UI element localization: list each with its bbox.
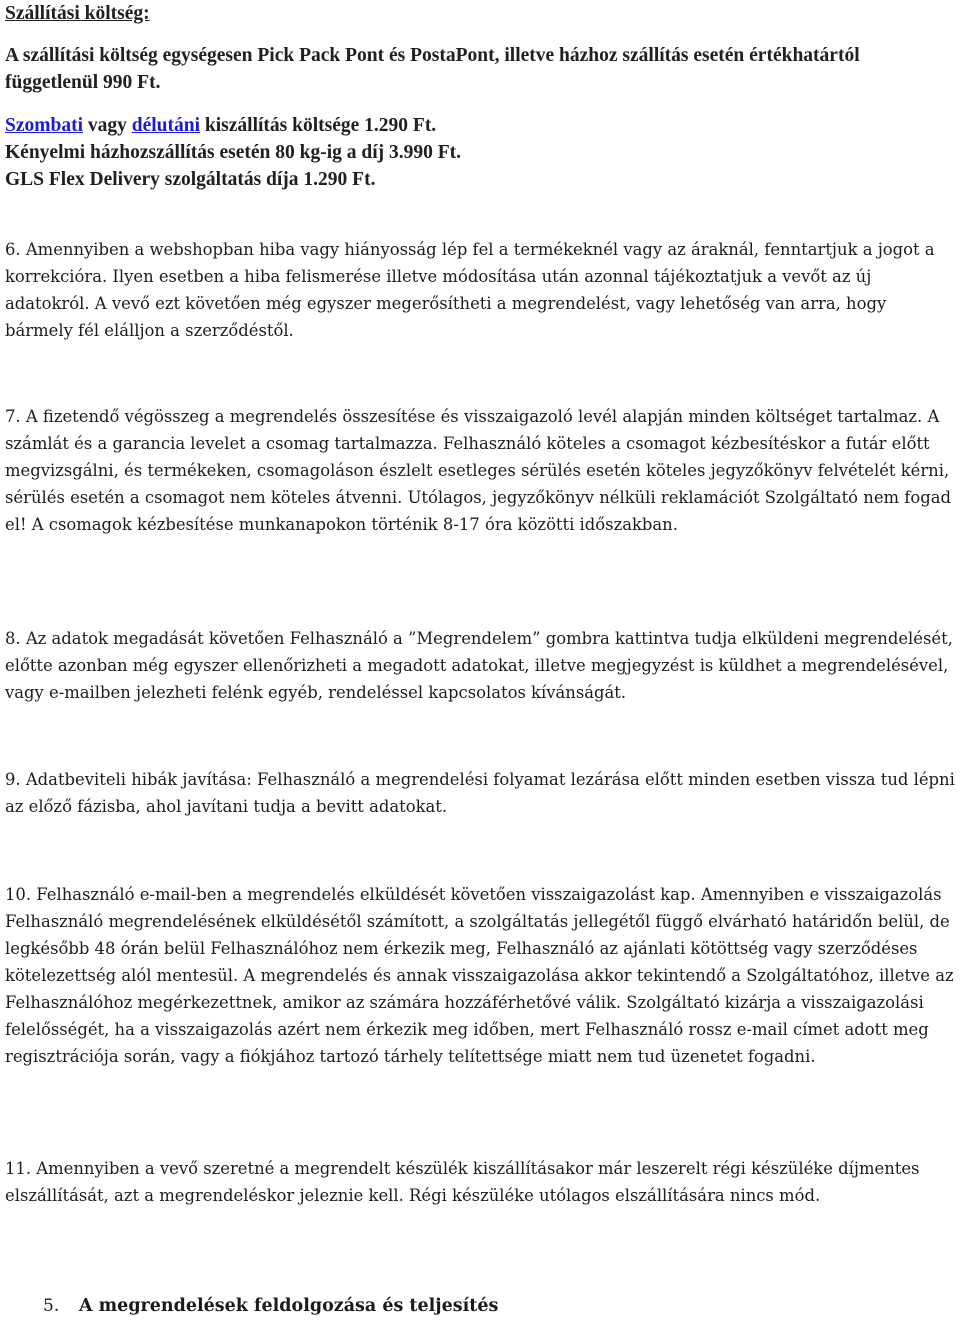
comfort-delivery-line: Kényelmi házhozszállítás esetén 80 kg-ig a díj 3.990 Ft. xyxy=(5,142,462,163)
delivery-options-block xyxy=(5,112,955,193)
section-heading xyxy=(5,1296,955,1316)
saturday-delivery-link[interactable]: Szombati xyxy=(5,115,83,136)
paragraph-7: 7. A fizetendő végösszeg a megrendelés összesítése és visszaigazoló levél alapján minden költséget tartalmaz. A számlát és a garancia levelet a csomag tartalmazza. Felhasználó köteles a csomagot kézbesítéskor a futár előtt megvizsgálni, és termékeken, csomagoláson észlelt esetleges sérülés esetén köteles jegyzőkönyv felvételét kérni, sérülés esetén a csomagot nem köteles átvenni. Utólagos, jegyzőkönyv nélküli reklamációt Szolgáltató nem fogad el! A csomagok kézbesítése munkanapokon történik 8-17 óra közötti időszakban. xyxy=(5,407,951,534)
paragraph-9: 9. Adatbeviteli hibák javítása: Felhasználó a megrendelési folyamat lezárása előtt minden esetben vissza tud lépni az előző fázisba, ahol javítani tudja a bevitt adatokat. xyxy=(5,770,955,816)
delivery-cost-text: kiszállítás költsége 1.290 Ft. xyxy=(200,115,437,136)
section-number: 5. xyxy=(43,1296,60,1316)
gls-flex-line: GLS Flex Delivery szolgáltatás díja 1.290 Ft. xyxy=(5,169,376,190)
shipping-intro: A szállítási költség egységesen Pick Pack Pont és PostaPont, illetve házhoz szállítás esetén értékhatártól függetlenül 990 Ft. xyxy=(5,45,860,93)
shipping-heading-text: Szállítási költség: xyxy=(5,3,150,24)
paragraph-8: 8. Az adatok megadását követően Felhasználó a ”Megrendelem” gombra kattintva tudja elküldeni megrendelését, előtte azonban még egyszer ellenőrizheti a megadott adatokat, illetve megjegyzést is küldhet a megrendelésével, vagy e-mailben jelezheti felénk egyéb, rendeléssel kapcsolatos kívánságát. xyxy=(5,629,953,702)
or-text: vagy xyxy=(83,115,132,136)
delivery-cost-line xyxy=(5,112,955,139)
paragraph-11: 11. Amennyiben a vevő szeretné a megrendelt készülék kiszállításakor már leszerelt régi készüléke díjmentes elszállítását, azt a megrendeléskor jeleznie kell. Régi készüléke utólagos elszállítására nincs mód. xyxy=(5,1159,920,1205)
afternoon-delivery-link[interactable]: délutáni xyxy=(131,115,201,136)
paragraph-6: 6. Amennyiben a webshopban hiba vagy hiányosság lép fel a termékeknél vagy az áraknál, fenntartjuk a jogot a korrekcióra. Ilyen esetben a hiba felismerése illetve módosítása után azonnal tájékoztatjuk a vevőt az új adatokról. A vevő ezt követően még egyszer megerősítheti a megrendelést, vagy lehetőség van arra, hogy bármely fél elálljon a szerződéstől. xyxy=(5,240,935,340)
paragraph-10: 10. Felhasználó e-mail-ben a megrendelés elküldését követően visszaigazolást kap. Amennyiben e visszaigazolás Felhasználó megrendelésének elküldésétől számított, a szolgáltatás jellegétől függő elvárható határidőn belül, de legkésőbb 48 órán belül Felhasználóhoz nem érkezik meg, Felhasználó az ajánlati kötöttség vagy szerződéses kötelezettség alól mentesül. A megrendelés és annak visszaigazolása akkor tekintendő a Szolgáltatóhoz, illetve az Felhasználóhoz megérkezettnek, amikor az számára hozzáférhetővé válik. Szolgáltató kizárja a visszaigazolási felelősségét, ha a visszaigazolás azért nem érkezik meg időben, mert Felhasználó rossz e-mail címet adott meg regisztrációja során, vagy a fiókjához tartozó tárhely telítettsége miatt nem tud üzenetet fogadni. xyxy=(5,885,954,1066)
shipping-cost-heading xyxy=(5,0,955,27)
section-title: A megrendelések feldolgozása és teljesítés xyxy=(79,1296,499,1316)
